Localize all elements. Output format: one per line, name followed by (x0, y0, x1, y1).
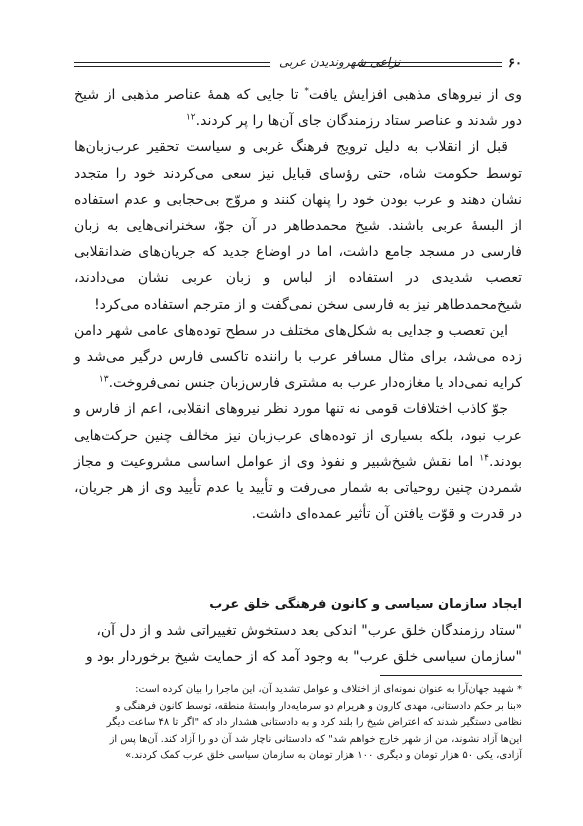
footnote-line-5: آزادی، یکی ۵۰ هزار تومان و دیگری ۱۰۰ هزار تومان به سازمان سیاسی خلق عرب کمک کردند.» (125, 750, 522, 762)
footnote-marker-star: * (304, 86, 309, 97)
paragraph-3 (74, 318, 522, 397)
footnote-line-2: «بنا بر حکم دادستانی، مهدی کارون و هریرام دو سرمایه‌دار وابستهٔ منطقه، توسط کانون فرهنگی و (115, 700, 522, 712)
paragraph-2-text: قبل از انقلاب به دلیل ترویج فرهنگ غربی و سیاست تحقیر عرب‌زبان‌ها توسط حکومت شاه، حتی رؤسای قبایل نیز سعی می‌کردند خود را متجدد نشان دهند و عرب بودن خود را پنهان کنند و مروّج بی‌حجابی و عدم استفاده از البسهٔ عربی باشند. شیخ محمدطاهر در آن جوّ، سخنرانی‌هایی به زبان فارسی در مسجد جامع داشت، اما در اوضاع جدید که جریان‌های ضدانقلابی تعصب شدیدی در استفاده از لباس و زبان عربی نشان می‌دادند، شیخ‌محمدطاهر نیز به فارسی سخن نمی‌گفت و از مترجم استفاده می‌کرد! (74, 139, 522, 313)
paragraph-4 (74, 396, 522, 527)
paragraph-1-text-cont: تا جایی که همهٔ عناصر مذهبی از شیخ دور شدند و عناصر ستاد رزمندگان جای آن‌ها را پر کردند. (74, 87, 522, 130)
footnote-line-1: * شهید جهان‌آرا به عنوان نمونه‌ای از اختلاف و عوامل تشدید آن، این ماجرا را بیان کرده است: (135, 684, 522, 695)
footnote-line-4: این‌ها آزاد نشوند، من از شهر خارج خواهم شد" که دادستانی ناچار شد آن دو را آزاد کند. آن‌ها پس از (109, 733, 522, 745)
paragraph-2 (74, 134, 522, 317)
endnote-marker-14: ۱۴ (479, 453, 489, 464)
running-title: نزاعی شهروندیدن عربی (279, 55, 401, 69)
footnote-line-3: نظامی دستگیر شدند که اعتراض شیخ را بلند کرد و به دادستانی هشدار داد که "اگر تا ۴۸ ساعت دیگر (106, 717, 522, 729)
section-line-2: "سازمان سیاسی خلق عرب" به وجود آمد که از حمایت شیخ برخوردار بود و (85, 649, 522, 665)
endnote-marker-13: ۱۳ (98, 374, 109, 385)
header-rule-right (359, 62, 502, 67)
page-number: ۶۰ (508, 56, 522, 71)
paragraph-4-text-cont: اما نقش شیخ‌شبیر و نفوذ وی از عوامل اساسی مشروعیت و مجاز شمردن چنین روحیاتی به شمار می‌رفت و تأیید یا عدم تأیید وی از هر جریان، در قدرت و قوّت یافتن آن تأثیر عمده‌ای داشت. (74, 453, 522, 523)
section-line-1: "ستاد رزمندگان خلق عرب" اندکی بعد دستخوش تغییراتی شد و از دل آن، (96, 623, 522, 639)
header-rule-left (74, 62, 270, 67)
footnote-divider (380, 675, 522, 676)
paragraph-3-text: این تعصب و جدایی به شکل‌های مختلف در سطح توده‌های عامی شهر دامن زده می‌شد، برای مثال مسافر عرب با راننده تاکسی فارس درگیر می‌شد و کرایه نمی‌داد یا مغازه‌دار عرب به مشتری فارس‌زبان جنس نمی‌فروخت. (74, 322, 522, 392)
section-heading: ایجاد سازمان سیاسی و کانون فرهنگی خلق عرب (209, 597, 522, 612)
footnote-block (74, 682, 522, 765)
paragraph-4-text: جوّ کاذب اختلافات قومی نه تنها مورد نظر نیروهای انقلابی، اعم از فارس و عرب نبود، بلکه بسیاری از توده‌های عرب‌زبان نیز مخالف چنین حرکت‌هایی بودند. (74, 401, 522, 470)
endnote-marker-12: ۱۲ (185, 112, 196, 123)
body-text (74, 82, 522, 527)
paragraph-1 (74, 82, 522, 134)
section-text (74, 618, 522, 670)
paragraph-1-text: وی از نیروهای مذهبی افزایش یافت (308, 87, 523, 103)
page-header (74, 54, 522, 76)
